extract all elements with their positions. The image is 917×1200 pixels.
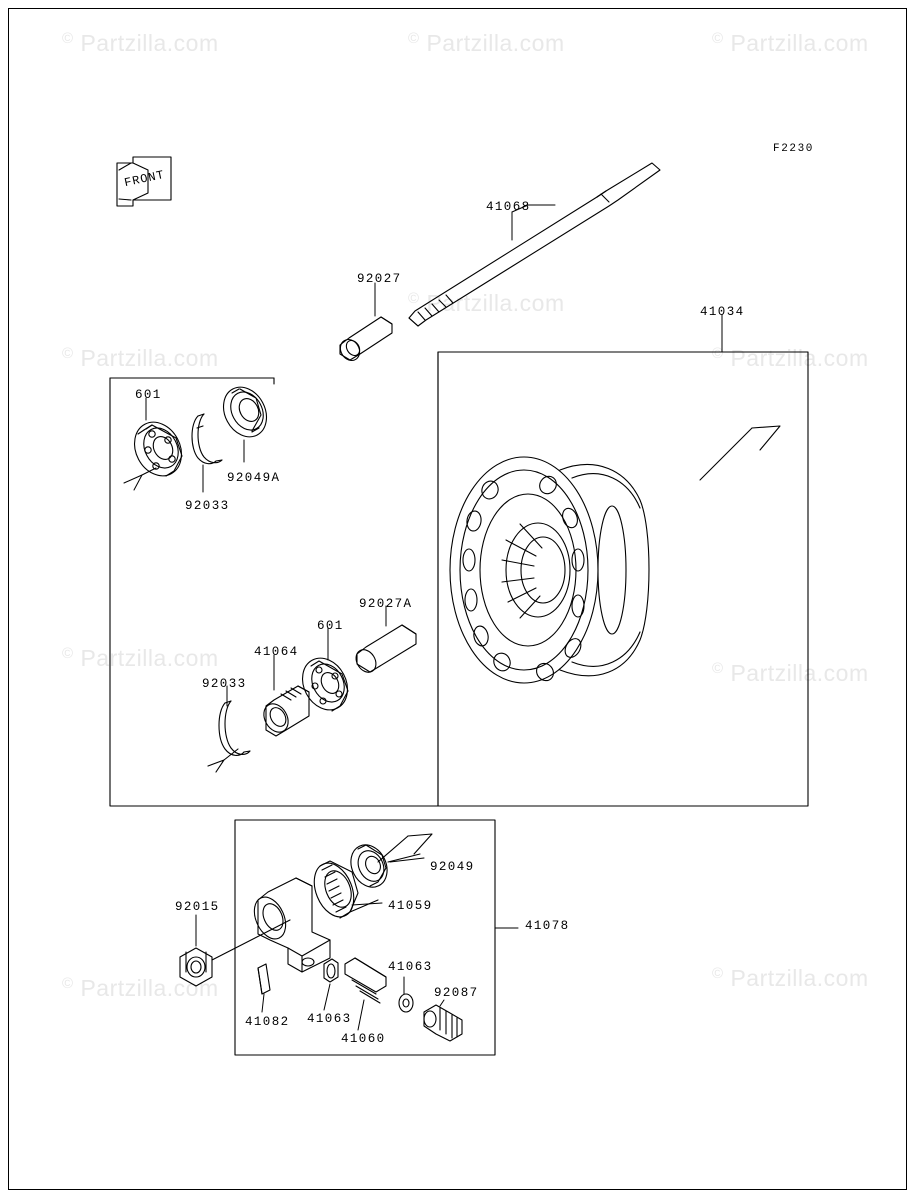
watermark: © Partzilla.com bbox=[712, 30, 869, 56]
pin-41082-part bbox=[258, 964, 270, 994]
callout-92027: 92027 bbox=[357, 272, 402, 286]
wheel-hub-drawing bbox=[450, 426, 780, 684]
callout-41063-left: 41063 bbox=[307, 1012, 352, 1026]
callout-41078: 41078 bbox=[525, 919, 570, 933]
callout-92033-upper: 92033 bbox=[185, 499, 230, 513]
circlip-92033-lower-part bbox=[208, 701, 250, 772]
watermark: © Partzilla.com bbox=[62, 345, 219, 371]
seal-92049a-part bbox=[215, 380, 275, 445]
callout-41063-right: 41063 bbox=[388, 960, 433, 974]
sheet-code: F2230 bbox=[773, 143, 815, 155]
speedometer-gear-part bbox=[307, 857, 378, 922]
callout-92049a: 92049A bbox=[227, 471, 281, 485]
callout-41082: 41082 bbox=[245, 1015, 290, 1029]
callout-92027a: 92027A bbox=[359, 597, 413, 611]
watermark: © Partzilla.com bbox=[408, 30, 565, 56]
circlip-92033-upper-part bbox=[192, 414, 222, 464]
spacer-92027a-part bbox=[352, 625, 416, 676]
washer-41063-right-part bbox=[399, 994, 413, 1012]
watermark: © Partzilla.com bbox=[712, 345, 869, 371]
callout-92015: 92015 bbox=[175, 900, 220, 914]
watermark: © Partzilla.com bbox=[712, 965, 869, 991]
cable-41060-part bbox=[345, 958, 386, 1003]
callout-601-upper: 601 bbox=[135, 388, 162, 402]
watermark: © Partzilla.com bbox=[62, 975, 219, 1001]
callout-41034: 41034 bbox=[700, 305, 745, 319]
bearing-601-lower-part bbox=[294, 650, 356, 717]
spacer-92027-part bbox=[337, 317, 392, 364]
boot-92087-part bbox=[424, 1005, 462, 1041]
hub-assembly-box bbox=[110, 352, 808, 806]
callout-92049: 92049 bbox=[430, 860, 475, 874]
watermark: © Partzilla.com bbox=[712, 660, 869, 686]
axle-part bbox=[409, 163, 660, 326]
watermark: © Partzilla.com bbox=[408, 290, 565, 316]
callout-41064: 41064 bbox=[254, 645, 299, 659]
callout-92033-lower: 92033 bbox=[202, 677, 247, 691]
front-marker-label: FRONT bbox=[122, 167, 167, 191]
callout-41059: 41059 bbox=[388, 899, 433, 913]
watermark: © Partzilla.com bbox=[62, 645, 219, 671]
callout-601-lower: 601 bbox=[317, 619, 344, 633]
collar-41064-part bbox=[259, 686, 309, 736]
callout-41060: 41060 bbox=[341, 1032, 386, 1046]
callout-92087: 92087 bbox=[434, 986, 479, 1000]
washer-41063-left-part bbox=[324, 959, 338, 982]
watermark: © Partzilla.com bbox=[62, 30, 219, 56]
callout-41068: 41068 bbox=[486, 200, 531, 214]
speedometer-housing-part bbox=[248, 878, 330, 972]
bearing-601-upper-part bbox=[125, 414, 190, 484]
